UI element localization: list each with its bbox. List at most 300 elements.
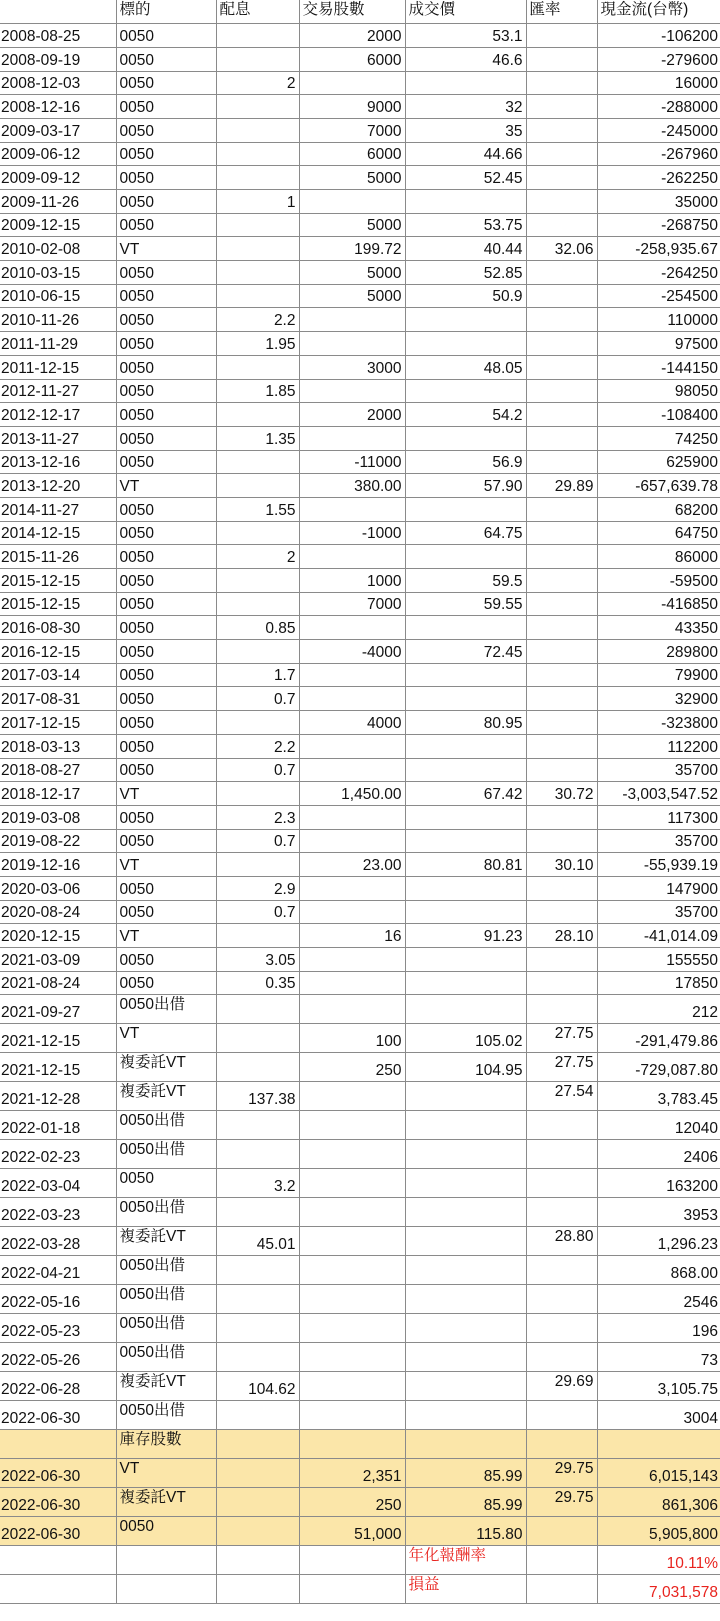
cell-shares: 6000: [299, 142, 405, 166]
cell-price: 64.75: [405, 521, 526, 545]
cell-dividend: [216, 355, 299, 379]
cell-symbol: 0050: [116, 569, 216, 593]
cell-price: 80.95: [405, 711, 526, 735]
cell-cashflow: 861,306: [597, 1488, 720, 1517]
cell-cashflow: 79900: [597, 663, 720, 687]
cell-shares: [299, 379, 405, 403]
table-row: [0, 1285, 720, 1314]
cell-date: 2022-05-23: [0, 1314, 116, 1343]
cell-shares: [299, 1430, 405, 1459]
cell-symbol: 複委託VT: [116, 1082, 216, 1111]
cell-dividend: [216, 1256, 299, 1285]
cell-date: 2021-03-09: [0, 948, 116, 972]
cell-dividend: [216, 237, 299, 261]
cell-date: 2017-03-14: [0, 663, 116, 687]
cell-date: 2008-12-03: [0, 71, 116, 95]
cell-symbol: 複委託VT: [116, 1227, 216, 1256]
cell-shares: 2000: [299, 24, 405, 48]
cell-shares: [299, 497, 405, 521]
cell-price: 104.95: [405, 1053, 526, 1082]
cell-shares: [299, 1256, 405, 1285]
cell-shares: [299, 948, 405, 972]
cell-dividend: 0.7: [216, 687, 299, 711]
summary-label: 損益: [405, 1575, 526, 1604]
cell-dividend: 0.85: [216, 616, 299, 640]
cell-dividend: [216, 521, 299, 545]
cell-price: 57.90: [405, 474, 526, 498]
cell-fx: 27.75: [526, 1024, 597, 1053]
cell-date: 2020-12-15: [0, 924, 116, 948]
cell-cashflow: 289800: [597, 640, 720, 664]
cell-dividend: [216, 924, 299, 948]
cell-price: 52.45: [405, 166, 526, 190]
cell-fx: [526, 569, 597, 593]
cell-date: 2016-08-30: [0, 616, 116, 640]
cell-cashflow: 212: [597, 995, 720, 1024]
table-row: [0, 1140, 720, 1169]
cell-dividend: [216, 1285, 299, 1314]
cell-cashflow: -323800: [597, 711, 720, 735]
cell-fx: [526, 426, 597, 450]
header-price: 成交價: [405, 0, 526, 24]
cell-price: [405, 497, 526, 521]
cell-shares: 250: [299, 1488, 405, 1517]
cell-shares: [299, 308, 405, 332]
table-row: [0, 948, 720, 972]
table-row: [0, 1082, 720, 1111]
cell-symbol: 0050出借: [116, 995, 216, 1024]
cell-dividend: [216, 450, 299, 474]
cell-date: 2010-03-15: [0, 261, 116, 285]
cell-shares: [299, 426, 405, 450]
cell-symbol: 0050出借: [116, 1401, 216, 1430]
cell-symbol: 0050: [116, 379, 216, 403]
cell-fx: [526, 1140, 597, 1169]
cell-date: 2014-11-27: [0, 497, 116, 521]
cell-symbol: 0050出借: [116, 1111, 216, 1140]
cell-fx: [526, 1169, 597, 1198]
cell-date: 2021-12-15: [0, 1053, 116, 1082]
cell-symbol: VT: [116, 474, 216, 498]
cell-fx: [526, 734, 597, 758]
table-row: [0, 734, 720, 758]
cell-fx: [526, 450, 597, 474]
cell-cashflow: -416850: [597, 592, 720, 616]
cell-cashflow: 97500: [597, 332, 720, 356]
cell-shares: [299, 687, 405, 711]
cell-price: 56.9: [405, 450, 526, 474]
cell-cashflow: -279600: [597, 47, 720, 71]
cell-price: 50.9: [405, 284, 526, 308]
cell-fx: [526, 521, 597, 545]
cell-dividend: 0.7: [216, 758, 299, 782]
cell-fx: 29.69: [526, 1372, 597, 1401]
cell-symbol: VT: [116, 924, 216, 948]
cell-fx: [526, 948, 597, 972]
header-row: [0, 0, 720, 24]
empty-cell: [116, 1546, 216, 1575]
table-row: [0, 1198, 720, 1227]
cell-shares: [299, 1372, 405, 1401]
cell-date: 2021-12-15: [0, 1024, 116, 1053]
summary-row: [0, 1575, 720, 1604]
cell-symbol: 0050: [116, 734, 216, 758]
table-row: [0, 995, 720, 1024]
cell-shares: 6000: [299, 47, 405, 71]
cell-fx: [526, 687, 597, 711]
table-row: [0, 1343, 720, 1372]
cell-symbol: 0050: [116, 829, 216, 853]
table-row: [0, 1430, 720, 1459]
cell-fx: [526, 616, 597, 640]
cell-symbol: 0050: [116, 948, 216, 972]
cell-symbol: VT: [116, 237, 216, 261]
empty-cell: [216, 1546, 299, 1575]
summary-value: 7,031,578: [597, 1575, 720, 1604]
table-row: [0, 569, 720, 593]
cell-dividend: 2: [216, 545, 299, 569]
cell-date: 2014-12-15: [0, 521, 116, 545]
cell-symbol: 0050: [116, 261, 216, 285]
cell-price: 59.55: [405, 592, 526, 616]
cell-date: 2012-11-27: [0, 379, 116, 403]
cell-cashflow: -3,003,547.52: [597, 782, 720, 806]
cell-shares: [299, 332, 405, 356]
summary-label: 年化報酬率: [405, 1546, 526, 1575]
cell-cashflow: 64750: [597, 521, 720, 545]
table-row: [0, 308, 720, 332]
cell-shares: 250: [299, 1053, 405, 1082]
cell-dividend: 1.55: [216, 497, 299, 521]
table-row: [0, 497, 720, 521]
cell-shares: [299, 805, 405, 829]
cell-cashflow: 86000: [597, 545, 720, 569]
cell-date: 2009-03-17: [0, 118, 116, 142]
header-symbol: 標的: [116, 0, 216, 24]
cell-fx: 27.54: [526, 1082, 597, 1111]
cell-symbol: 複委託VT: [116, 1053, 216, 1082]
cell-shares: [299, 829, 405, 853]
table-row: [0, 900, 720, 924]
cell-shares: 16: [299, 924, 405, 948]
cell-cashflow: -291,479.86: [597, 1024, 720, 1053]
cell-fx: 32.06: [526, 237, 597, 261]
cell-shares: [299, 1140, 405, 1169]
cell-fx: [526, 1111, 597, 1140]
cell-price: [405, 900, 526, 924]
cell-dividend: [216, 118, 299, 142]
cell-dividend: [216, 1111, 299, 1140]
cell-date: 2022-06-28: [0, 1372, 116, 1401]
cell-symbol: 0050出借: [116, 1256, 216, 1285]
cell-symbol: 0050: [116, 616, 216, 640]
cell-dividend: 2.3: [216, 805, 299, 829]
cell-dividend: [216, 95, 299, 119]
cell-price: 53.1: [405, 24, 526, 48]
cell-price: [405, 1343, 526, 1372]
cell-fx: [526, 261, 597, 285]
cell-date: 2021-12-28: [0, 1082, 116, 1111]
cell-date: 2016-12-15: [0, 640, 116, 664]
cell-fx: [526, 1285, 597, 1314]
cell-price: [405, 308, 526, 332]
cell-date: 2013-12-16: [0, 450, 116, 474]
table-row: [0, 663, 720, 687]
cell-fx: [526, 95, 597, 119]
cell-shares: 9000: [299, 95, 405, 119]
cell-date: 2008-12-16: [0, 95, 116, 119]
cell-cashflow: 43350: [597, 616, 720, 640]
cell-fx: [526, 308, 597, 332]
cell-cashflow: 98050: [597, 379, 720, 403]
cell-date: 2010-06-15: [0, 284, 116, 308]
cell-date: 2018-08-27: [0, 758, 116, 782]
table-row: [0, 782, 720, 806]
cell-date: 2019-12-16: [0, 853, 116, 877]
empty-cell: [0, 1575, 116, 1604]
cell-dividend: 0.35: [216, 971, 299, 995]
cell-symbol: 0050: [116, 1169, 216, 1198]
cell-price: 32: [405, 95, 526, 119]
cell-date: 2011-12-15: [0, 355, 116, 379]
cell-date: 2022-02-23: [0, 1140, 116, 1169]
cell-price: [405, 971, 526, 995]
cell-symbol: 0050出借: [116, 1140, 216, 1169]
cell-date: 2009-06-12: [0, 142, 116, 166]
table-row: [0, 426, 720, 450]
cell-dividend: [216, 474, 299, 498]
cell-date: 2013-12-20: [0, 474, 116, 498]
cell-date: 2019-08-22: [0, 829, 116, 853]
cell-fx: [526, 829, 597, 853]
empty-cell: [0, 1546, 116, 1575]
cell-cashflow: 3,783.45: [597, 1082, 720, 1111]
cell-symbol: 0050: [116, 805, 216, 829]
cell-cashflow: 110000: [597, 308, 720, 332]
cell-symbol: 0050: [116, 332, 216, 356]
cell-fx: [526, 166, 597, 190]
cell-dividend: 1.7: [216, 663, 299, 687]
cell-symbol: 0050: [116, 640, 216, 664]
cell-cashflow: 68200: [597, 497, 720, 521]
cell-date: 2022-05-16: [0, 1285, 116, 1314]
cell-cashflow: -59500: [597, 569, 720, 593]
cell-dividend: [216, 1024, 299, 1053]
empty-cell: [216, 1575, 299, 1604]
cell-cashflow: 868.00: [597, 1256, 720, 1285]
cell-price: [405, 1256, 526, 1285]
cell-dividend: 0.7: [216, 900, 299, 924]
table-row: [0, 450, 720, 474]
cell-dividend: 0.7: [216, 829, 299, 853]
cell-cashflow: 163200: [597, 1169, 720, 1198]
table-row: [0, 971, 720, 995]
cell-date: 2009-09-12: [0, 166, 116, 190]
cell-symbol: 0050: [116, 403, 216, 427]
cell-dividend: [216, 403, 299, 427]
cell-fx: [526, 1314, 597, 1343]
cell-symbol: 0050: [116, 308, 216, 332]
cell-fx: [526, 900, 597, 924]
cell-cashflow: -657,639.78: [597, 474, 720, 498]
cell-shares: [299, 876, 405, 900]
cell-date: 2021-08-24: [0, 971, 116, 995]
cell-price: [405, 426, 526, 450]
cell-price: [405, 1198, 526, 1227]
cell-cashflow: 3,105.75: [597, 1372, 720, 1401]
table-row: [0, 1401, 720, 1430]
cell-symbol: 0050: [116, 284, 216, 308]
empty-cell: [299, 1575, 405, 1604]
cell-cashflow: 1,296.23: [597, 1227, 720, 1256]
table-row: [0, 1314, 720, 1343]
cell-dividend: [216, 1488, 299, 1517]
cell-price: [405, 1140, 526, 1169]
cell-cashflow: 117300: [597, 805, 720, 829]
cell-symbol: 0050: [116, 521, 216, 545]
cell-symbol: 0050: [116, 142, 216, 166]
cell-symbol: 0050: [116, 1517, 216, 1546]
cell-symbol: 0050: [116, 497, 216, 521]
cell-cashflow: 6,015,143: [597, 1459, 720, 1488]
cell-dividend: [216, 1517, 299, 1546]
cell-date: 2015-12-15: [0, 569, 116, 593]
cell-dividend: [216, 213, 299, 237]
cell-date: 2009-11-26: [0, 190, 116, 214]
cell-symbol: 0050: [116, 95, 216, 119]
cell-date: 2022-06-30: [0, 1459, 116, 1488]
cell-price: [405, 829, 526, 853]
cell-cashflow: 73: [597, 1343, 720, 1372]
cell-cashflow: -264250: [597, 261, 720, 285]
table-row: [0, 379, 720, 403]
cell-fx: [526, 711, 597, 735]
cell-date: 2008-09-19: [0, 47, 116, 71]
cell-cashflow: 155550: [597, 948, 720, 972]
cell-fx: [526, 497, 597, 521]
cell-price: 48.05: [405, 355, 526, 379]
table-row: [0, 166, 720, 190]
cell-dividend: [216, 711, 299, 735]
cell-fx: [526, 545, 597, 569]
cell-fx: [526, 592, 597, 616]
cell-cashflow: -144150: [597, 355, 720, 379]
cell-price: [405, 805, 526, 829]
cell-price: 40.44: [405, 237, 526, 261]
cell-shares: [299, 71, 405, 95]
cell-price: [405, 545, 526, 569]
cell-price: [405, 379, 526, 403]
cell-dividend: [216, 284, 299, 308]
cell-date: 2022-06-30: [0, 1517, 116, 1546]
cell-cashflow: -288000: [597, 95, 720, 119]
cell-cashflow: 5,905,800: [597, 1517, 720, 1546]
cell-price: [405, 71, 526, 95]
cell-price: 52.85: [405, 261, 526, 285]
cell-dividend: [216, 640, 299, 664]
cell-symbol: 0050: [116, 71, 216, 95]
cell-cashflow: 35700: [597, 900, 720, 924]
table-row: [0, 1459, 720, 1488]
cell-date: 2010-02-08: [0, 237, 116, 261]
table-row: [0, 924, 720, 948]
cell-dividend: [216, 853, 299, 877]
cell-dividend: [216, 261, 299, 285]
cell-date: 2012-12-17: [0, 403, 116, 427]
cell-date: 2022-03-23: [0, 1198, 116, 1227]
cell-date: 2021-09-27: [0, 995, 116, 1024]
cell-price: 59.5: [405, 569, 526, 593]
cell-cashflow: 2546: [597, 1285, 720, 1314]
table-row: [0, 521, 720, 545]
cell-symbol: 0050: [116, 47, 216, 71]
summary-value: 10.11%: [597, 1546, 720, 1575]
cell-fx: [526, 1401, 597, 1430]
cell-symbol: 0050: [116, 118, 216, 142]
cell-fx: [526, 1256, 597, 1285]
cell-price: 80.81: [405, 853, 526, 877]
cell-symbol: 0050: [116, 900, 216, 924]
cell-date: 2019-03-08: [0, 805, 116, 829]
cell-fx: 30.72: [526, 782, 597, 806]
cell-price: [405, 1401, 526, 1430]
cell-shares: [299, 1314, 405, 1343]
cell-symbol: 0050: [116, 971, 216, 995]
cell-price: [405, 190, 526, 214]
table-row: [0, 1372, 720, 1401]
cell-cashflow: [597, 1430, 720, 1459]
table-row: [0, 355, 720, 379]
cell-cashflow: 35700: [597, 758, 720, 782]
table-row: [0, 758, 720, 782]
cell-cashflow: -729,087.80: [597, 1053, 720, 1082]
cell-fx: [526, 1517, 597, 1546]
cell-price: [405, 1372, 526, 1401]
cell-dividend: 137.38: [216, 1082, 299, 1111]
cell-cashflow: 112200: [597, 734, 720, 758]
table-row: [0, 284, 720, 308]
cell-symbol: 0050: [116, 190, 216, 214]
table-row: [0, 1488, 720, 1517]
cell-symbol: 0050: [116, 450, 216, 474]
cell-symbol: 0050: [116, 711, 216, 735]
cell-date: 2022-05-26: [0, 1343, 116, 1372]
cell-shares: [299, 616, 405, 640]
cell-date: 2022-06-30: [0, 1488, 116, 1517]
cell-shares: 3000: [299, 355, 405, 379]
cell-date: 2022-04-21: [0, 1256, 116, 1285]
cell-cashflow: 147900: [597, 876, 720, 900]
table-row: [0, 1024, 720, 1053]
cell-cashflow: -55,939.19: [597, 853, 720, 877]
cell-dividend: [216, 995, 299, 1024]
cell-fx: [526, 640, 597, 664]
cell-shares: 100: [299, 1024, 405, 1053]
cell-cashflow: -267960: [597, 142, 720, 166]
cell-cashflow: 16000: [597, 71, 720, 95]
cell-cashflow: 3953: [597, 1198, 720, 1227]
cell-fx: [526, 876, 597, 900]
cell-date: 2015-11-26: [0, 545, 116, 569]
table-row: [0, 805, 720, 829]
cell-date: 2008-08-25: [0, 24, 116, 48]
cell-fx: [526, 284, 597, 308]
cell-dividend: 1: [216, 190, 299, 214]
cell-cashflow: 17850: [597, 971, 720, 995]
cell-dividend: [216, 1343, 299, 1372]
cell-dividend: 1.35: [216, 426, 299, 450]
empty-cell: [299, 1546, 405, 1575]
